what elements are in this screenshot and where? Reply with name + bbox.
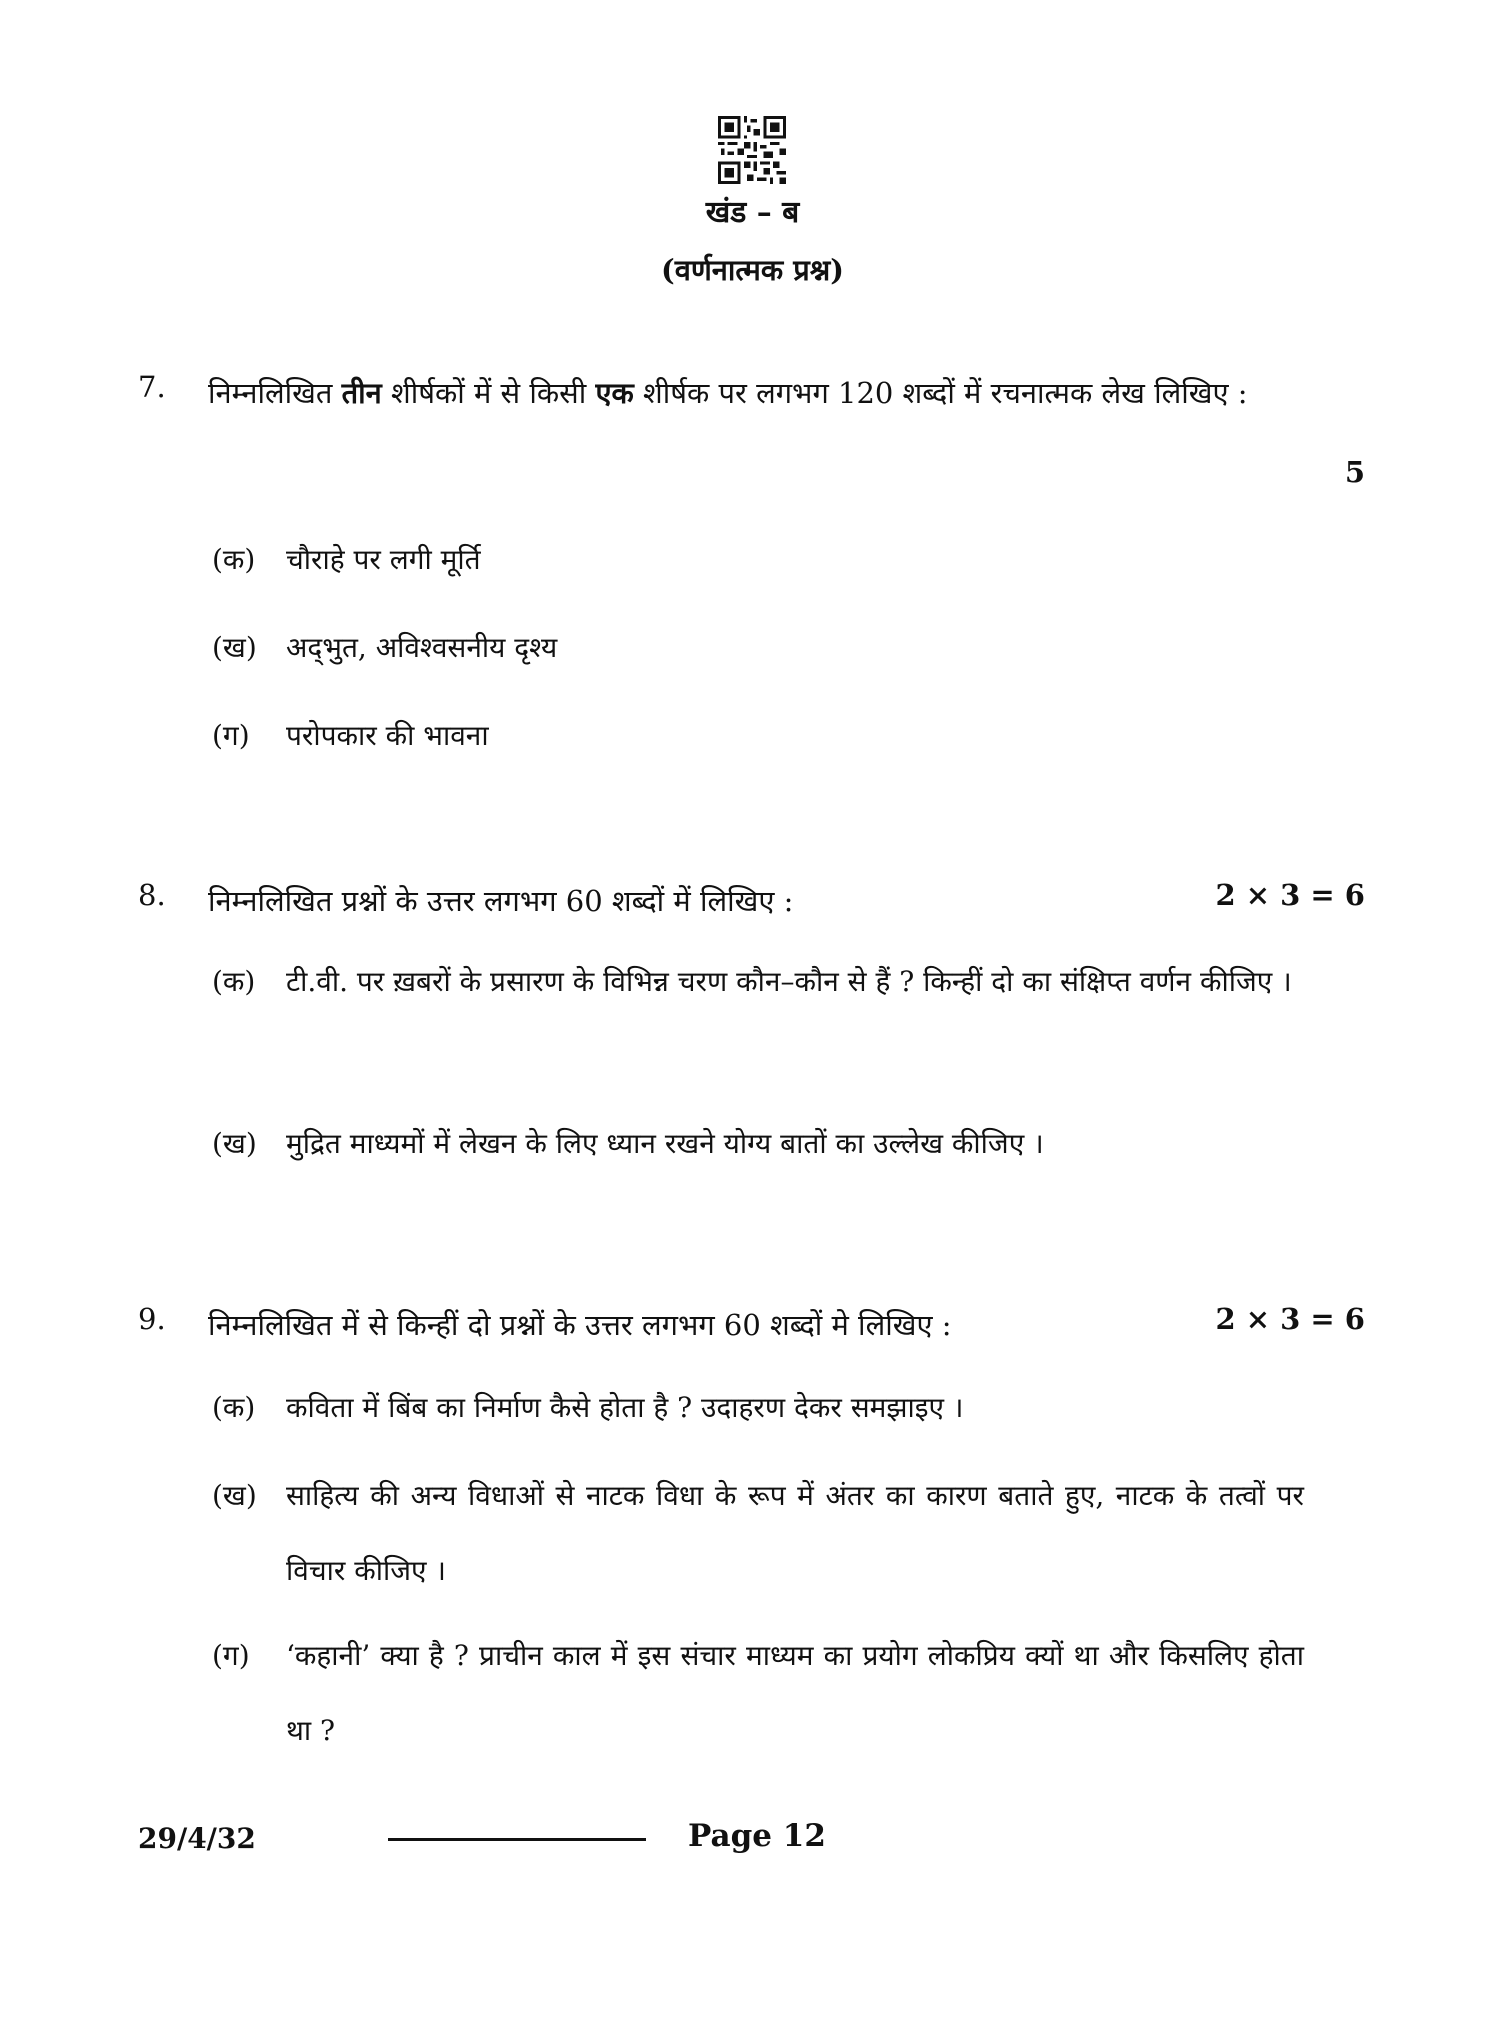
option-text: कविता में बिंब का निर्माण कैसे होता है ? उदाहरण देकर समझाइए । [286,1391,964,1424]
question-number: 7. [138,370,166,404]
option-text: परोपकार की भावना [286,719,489,752]
question-text: निम्नलिखित प्रश्नों के उत्तर लगभग 60 शब्दों में लिखिए : [208,884,794,918]
question-number: 9. [138,1302,166,1336]
qr-code-icon [718,116,786,184]
question-text: निम्नलिखित में से किन्हीं दो प्रश्नों के उत्तर लगभग 60 शब्दों मे लिखिए : [208,1308,952,1342]
question-number: 8. [138,878,166,912]
option-label: (क) [212,965,256,998]
option-text: टी.वी. पर ख़बरों के प्रसारण के विभिन्न चरण कौन–कौन से हैं ? किन्हीं दो का संक्षिप्त वर्णन कीजिए । [286,965,1292,998]
option-label: (ख) [212,1479,257,1512]
option-label: (ग) [212,1639,250,1672]
option-text: मुद्रित माध्यमों में लेखन के लिए ध्यान रखने योग्य बातों का उल्लेख कीजिए । [286,1127,1044,1160]
option-text: अद्‌भुत, अविश्वसनीय दृश्य [286,631,558,664]
page-number: Page 12 [688,1818,826,1854]
section-subtitle: (वर्णनात्मक प्रश्न) [660,253,844,287]
option-label: (ख) [212,1127,257,1160]
option-label: (ग) [212,719,250,752]
question-marks: 5 [1344,455,1365,489]
option-label: (क) [212,1391,256,1424]
option-text: चौराहे पर लगी मूर्ति [286,543,481,576]
option-text: साहित्य की अन्य विधाओं से नाटक विधा के रूप में अंतर का कारण बताते हुए, नाटक के तत्वों पर विचार कीजिए । [286,1479,1304,1587]
section-title: खंड – ब [705,195,800,230]
paper-code: 29/4/32 [138,1822,256,1855]
question-marks: 2 × 3 = 6 [1215,1302,1365,1336]
question-marks: 2 × 3 = 6 [1215,878,1365,912]
option-label: (क) [212,543,256,576]
option-label: (ख) [212,631,257,664]
option-text: ‘कहानी’ क्या है ? प्राचीन काल में इस संचार माध्यम का प्रयोग लोकप्रिय क्यों था और किसलिए होता था ? [286,1639,1304,1747]
footer-divider [388,1838,646,1841]
question-text: निम्नलिखित तीन शीर्षकों में से किसी एक शीर्षक पर लगभग 120 शब्दों में रचनात्मक लेख लिखिए : [208,376,1248,410]
